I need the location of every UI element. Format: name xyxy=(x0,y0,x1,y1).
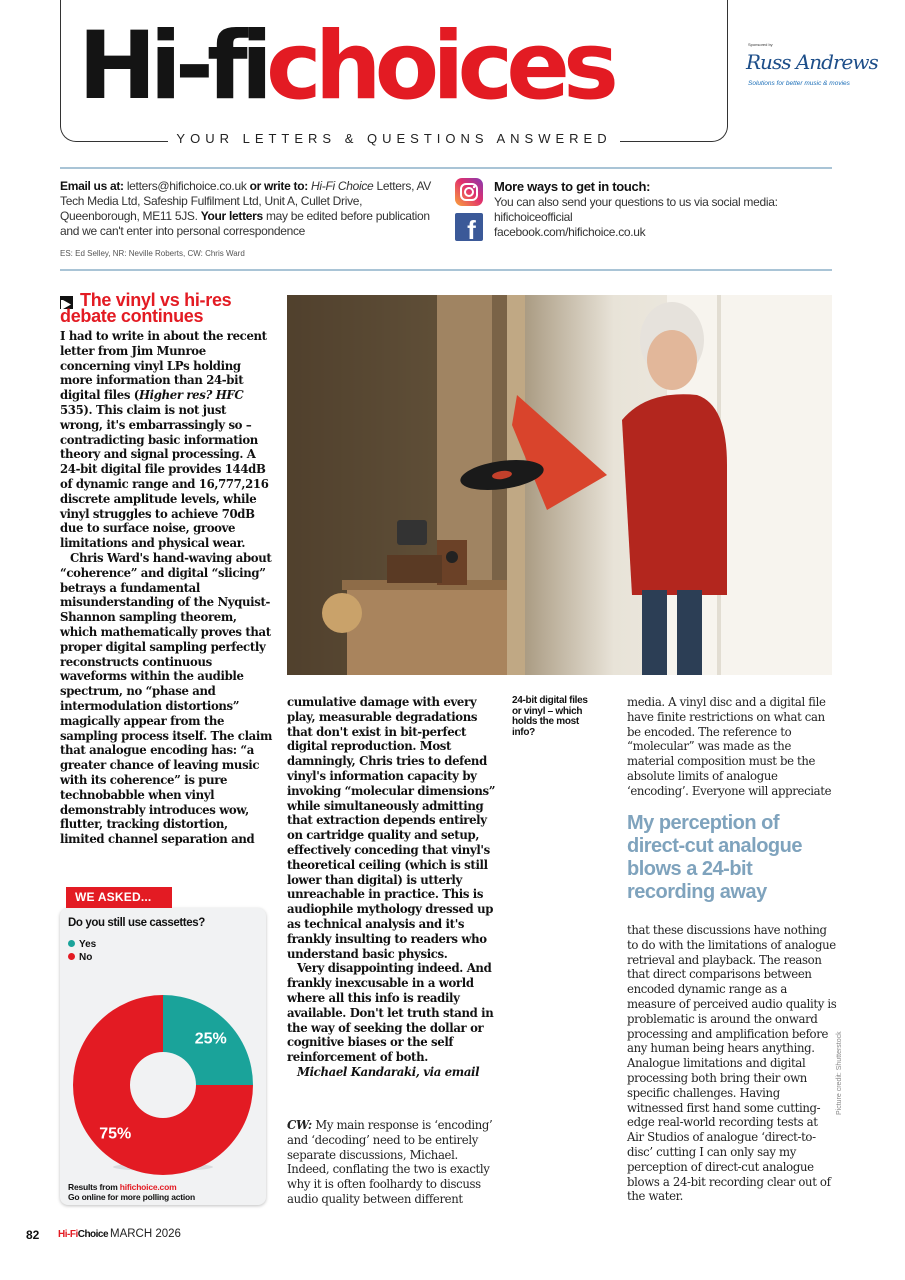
masthead-subtitle: YOUR LETTERS & QUESTIONS ANSWERED xyxy=(60,132,728,146)
letter-paragraph-1: I had to write in about the recent letter from Jim Munroe concerning vinyl LPs holding more information than 24-bit digital files (Higher res? HFC 535). This claim is not just wrong, it's embarrassingly so – contradicting basic information theory and signal processing. A 24-bit digital file provides 144dB of dynamic range and 16,777,216 discrete amplitude levels, while vinyl struggles to achieve 70dB due to surface noise, groove limitations and physical wear. xyxy=(60,329,269,551)
reply-initials: CW: xyxy=(287,1118,312,1132)
sponsor-label: Sponsored by xyxy=(748,42,773,47)
social-contact: More ways to get in touch: You can also send your questions to us via social media: hifichoiceofficial facebook.com/hifichoice.co.uk xyxy=(494,179,778,239)
slice-label-yes: 25% xyxy=(194,1030,227,1048)
letter-paragraph-2-cont: cumulative damage with every play, measurable degradations that don't exist in bit-perfect digital reproduction. Most damningly, Chris tries to defend vinyl's information capacity by invoking “molecular dimensions” while simultaneously admitting that extraction depends entirely on cartridge quality and setup, effectively conceding that vinyl's theoretical ceiling (which is still lower than digital) is utterly unreachable in practice. This is audiophile mythology dressed up as technical analysis and it's frankly insulting to readers who understand basic physics. xyxy=(287,695,496,961)
article-photo xyxy=(287,295,832,675)
legend-yes-swatch xyxy=(68,940,75,947)
poll-footnote: Results from hifichoice.com Go online for more polling action xyxy=(68,1182,196,1202)
masthead-title-choices: choices xyxy=(266,12,612,121)
slice-label-no: 75% xyxy=(99,1125,132,1143)
page-number: 82 xyxy=(26,1228,40,1242)
legend-yes: Yes xyxy=(68,939,96,950)
letter-paragraph-3: Very disappointing indeed. And frankly inexcusable in a world where all this info is readily available. Don't let truth stand in the way of seeking the dollar or cognitive biases or the self reinforcement of both. xyxy=(287,961,494,1065)
instagram-handle[interactable]: hifichoiceofficial xyxy=(494,210,573,224)
poll-results-link[interactable]: hifichoice.com xyxy=(119,1182,177,1192)
sponsor-tagline: Solutions for better music & movies xyxy=(748,80,850,87)
facebook-icon[interactable]: f xyxy=(455,213,483,241)
letter-signoff: Michael Kandaraki, via email xyxy=(297,1064,480,1079)
letter-paragraph-2: Chris Ward's hand-waving about “coherence” and digital “slicing” betrays a fundamental misunderstanding of the Nyquist-Shannon sampling theorem, which mathematically proves that proper digital sampling perfectly reconstructs continuous waveforms within the audible spectrum, no “phase and intermodulation distortions” magically appear from the sampling process itself. The claim that analogue encoding has: “a greater chance of leaving music with its coherence” is pure technobabble when vinyl demonstrably introduces wow, flutter, tracking distortion, limited channel separation and xyxy=(60,550,272,847)
postal-address: Letters, AV Tech Media Ltd, Safeship Fulfilment Ltd, Unit A, Cullet Drive, Queenborough, ME11 5JS. xyxy=(60,179,431,223)
divider-top xyxy=(60,167,832,169)
footer-logo: Hi-FiChoice xyxy=(58,1229,109,1240)
poll-donut-chart xyxy=(60,955,266,1180)
masthead-title xyxy=(78,12,612,121)
masthead-title-hifi: Hi-fi xyxy=(78,12,267,121)
divider-bottom xyxy=(60,269,832,271)
social-heading: More ways to get in touch: xyxy=(494,179,651,194)
reply-col2: CW: My main response is ‘encoding’ and ‘decoding’ need to be entirely separate discussions, Michael. Indeed, conflating the two is exactly why it is often foolhardy to discuss audio quality between different xyxy=(287,1118,493,1206)
instagram-icon[interactable] xyxy=(455,178,483,206)
letter-title: The vinyl vs hi-res debate continues xyxy=(60,290,232,326)
poll-tab: WE ASKED... xyxy=(66,887,172,908)
issue-date: MARCH 2026 xyxy=(110,1228,181,1240)
facebook-link[interactable]: facebook.com/hifichoice.co.uk xyxy=(494,225,646,239)
letter-body-col2 xyxy=(287,695,497,1080)
reply-col4-bottom: that these discussions have nothing to do with the limitations of analogue retrieval and playback. The reason that direct comparisons between encoded dynamic range as a measure of perceived audio quality is problematic is around the onward processing and amplification before any human being hears anything. Analogue limitations and digital processing both bring their own specific challenges. Having witnessed first hand some cutting-edge real-world recording tests at Air Studios of analogue ‘direct-to-disc’ cutting I can only say my perception of direct-cut analogue blows a 24-bit recording clear out of the water. xyxy=(627,923,837,1204)
photo-caption: 24-bit digital files or vinyl – which holds the most info? xyxy=(512,695,588,738)
legend-no: No xyxy=(68,952,92,963)
reply-col4-top: media. A vinyl disc and a digital file have finite restrictions on what can be encoded. The reference to “molecular” was made as the material composition must be the absolute limits of analogue ‘encoding’. Everyone will appreciate xyxy=(627,695,832,798)
email-link[interactable]: letters@hifichoice.co.uk xyxy=(126,179,247,193)
picture-credit: Picture credit: Shutterstock xyxy=(836,1031,843,1115)
staff-credits: ES: Ed Selley, NR: Neville Roberts, CW: Chris Ward xyxy=(60,249,245,258)
sponsor-logo: Russ Andrews xyxy=(746,50,878,74)
poll-question: Do you still use cassettes? xyxy=(68,917,205,929)
pull-quote: My perception of direct-cut analogue blows a 24-bit recording away xyxy=(627,812,802,903)
contact-info: Email us at: letters@hifichoice.co.uk or write to: Hi-Fi Choice Letters, AV Tech Media Ltd, Safeship Fulfilment Ltd, Unit A, Cullet Drive, Queenborough, ME11 5JS. Your letters may be edited before publication and we can't enter into personal correspondence xyxy=(60,179,431,238)
letter-body-col1 xyxy=(60,329,272,847)
